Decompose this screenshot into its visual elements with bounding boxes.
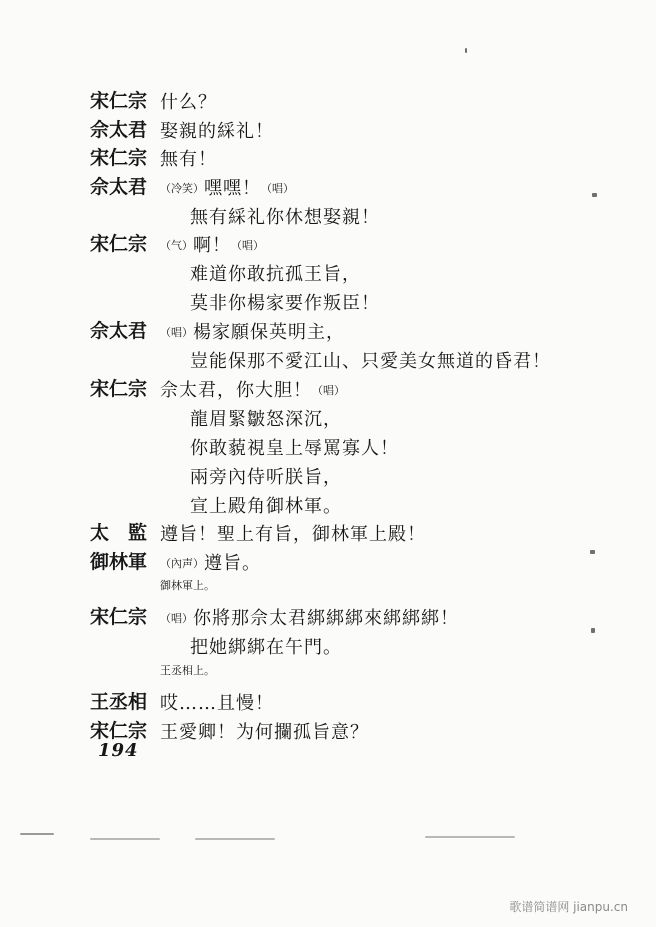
- dialogue-text: 娶親的綵礼！: [160, 121, 274, 142]
- dialogue-line: [190, 289, 380, 315]
- scan-mark: [90, 838, 160, 840]
- dialogue-line: [160, 231, 264, 257]
- stage-cue: （气）: [160, 239, 193, 252]
- stage-cue: （內声）: [160, 557, 204, 570]
- dialogue-line: [160, 520, 426, 546]
- stage-cue: （唱）: [312, 384, 345, 397]
- speaker-name: 佘太君: [90, 320, 148, 342]
- dialogue-text: 無有！: [160, 149, 217, 170]
- dialogue-text: 王愛卿！为何攔孤旨意？: [160, 722, 369, 743]
- speaker-name: 佘太君: [90, 119, 148, 141]
- dialogue-line: [190, 463, 342, 489]
- dialogue-text: 啊！: [193, 235, 231, 256]
- speaker-name: 御林軍: [90, 551, 148, 573]
- dialogue-line: [160, 174, 294, 200]
- dialogue-text: 兩旁內侍听朕旨，: [190, 467, 342, 488]
- dialogue-line: [160, 117, 274, 143]
- scan-mark: [591, 628, 595, 633]
- speaker-name: 宋仁宗: [90, 233, 148, 255]
- stage-cue: （冷笑）: [160, 182, 204, 195]
- speaker-name: 宋仁宗: [90, 720, 148, 742]
- dialogue-line: [190, 434, 399, 460]
- dialogue-line: [160, 88, 217, 114]
- dialogue-text: 豈能保那不愛江山、只愛美女無道的昏君！: [190, 351, 551, 372]
- dialogue-text: 什么？: [160, 92, 217, 113]
- stage-cue: （唱）: [160, 612, 193, 625]
- dialogue-line: [160, 604, 459, 630]
- dialogue-line: [160, 376, 345, 402]
- scan-mark: [195, 838, 275, 840]
- dialogue-text: 佘太君，你大胆！: [160, 380, 312, 401]
- scan-mark: [592, 193, 597, 197]
- scan-mark: [425, 836, 515, 838]
- dialogue-text: 你敢藐視皇上辱罵寡人！: [190, 438, 399, 459]
- dialogue-line: [190, 203, 380, 229]
- dialogue-text: 遵旨！聖上有旨，御林軍上殿！: [160, 524, 426, 545]
- speaker-name: 宋仁宗: [90, 90, 148, 112]
- stage-cue: （唱）: [261, 182, 294, 195]
- stage-cue: （唱）: [160, 326, 193, 339]
- page-number: 194: [98, 740, 139, 761]
- dialogue-line: [190, 347, 551, 373]
- stage-cue: （唱）: [231, 239, 264, 252]
- dialogue-text: 哎……且慢！: [160, 693, 274, 714]
- dialogue-line: [190, 405, 342, 431]
- dialogue-text: 你將那佘太君綁綁綁來綁綁綁！: [193, 608, 459, 629]
- dialogue-line: [160, 145, 217, 171]
- dialogue-text: 莫非你楊家要作叛臣！: [190, 293, 380, 314]
- speaker-name: 宋仁宗: [90, 147, 148, 169]
- dialogue-line: [160, 318, 345, 344]
- speaker-name: 王丞相: [90, 691, 148, 713]
- stage-direction: 王丞相上。: [160, 664, 215, 677]
- dialogue-text: 难道你敢抗孤王旨，: [190, 264, 361, 285]
- dialogue-text: 把她綁綁在午門。: [190, 637, 342, 658]
- scan-mark: [590, 550, 595, 554]
- dialogue-line: [190, 633, 342, 659]
- speaker-name: 宋仁宗: [90, 606, 148, 628]
- dialogue-text: 龍眉緊皺怒深沉，: [190, 409, 342, 430]
- watermark: 歌谱简谱网 jianpu.cn: [509, 900, 628, 914]
- dialogue-line: [160, 718, 369, 744]
- dialogue-line: [160, 689, 274, 715]
- scan-mark: [465, 48, 467, 53]
- dialogue-line: [160, 549, 261, 575]
- scan-mark: [20, 833, 54, 835]
- dialogue-line: [190, 492, 342, 518]
- dialogue-text: 遵旨。: [204, 553, 261, 574]
- dialogue-line: [190, 260, 361, 286]
- stage-direction: 御林軍上。: [160, 579, 215, 592]
- speaker-name: 宋仁宗: [90, 378, 148, 400]
- dialogue-text: 無有綵礼你休想娶親！: [190, 207, 380, 228]
- dialogue-text: 宣上殿角御林軍。: [190, 496, 342, 517]
- speaker-name: 佘太君: [90, 176, 148, 198]
- speaker-name: 太 監: [90, 522, 148, 544]
- dialogue-text: 嘿嘿！: [204, 178, 261, 199]
- dialogue-text: 楊家願保英明主，: [193, 322, 345, 343]
